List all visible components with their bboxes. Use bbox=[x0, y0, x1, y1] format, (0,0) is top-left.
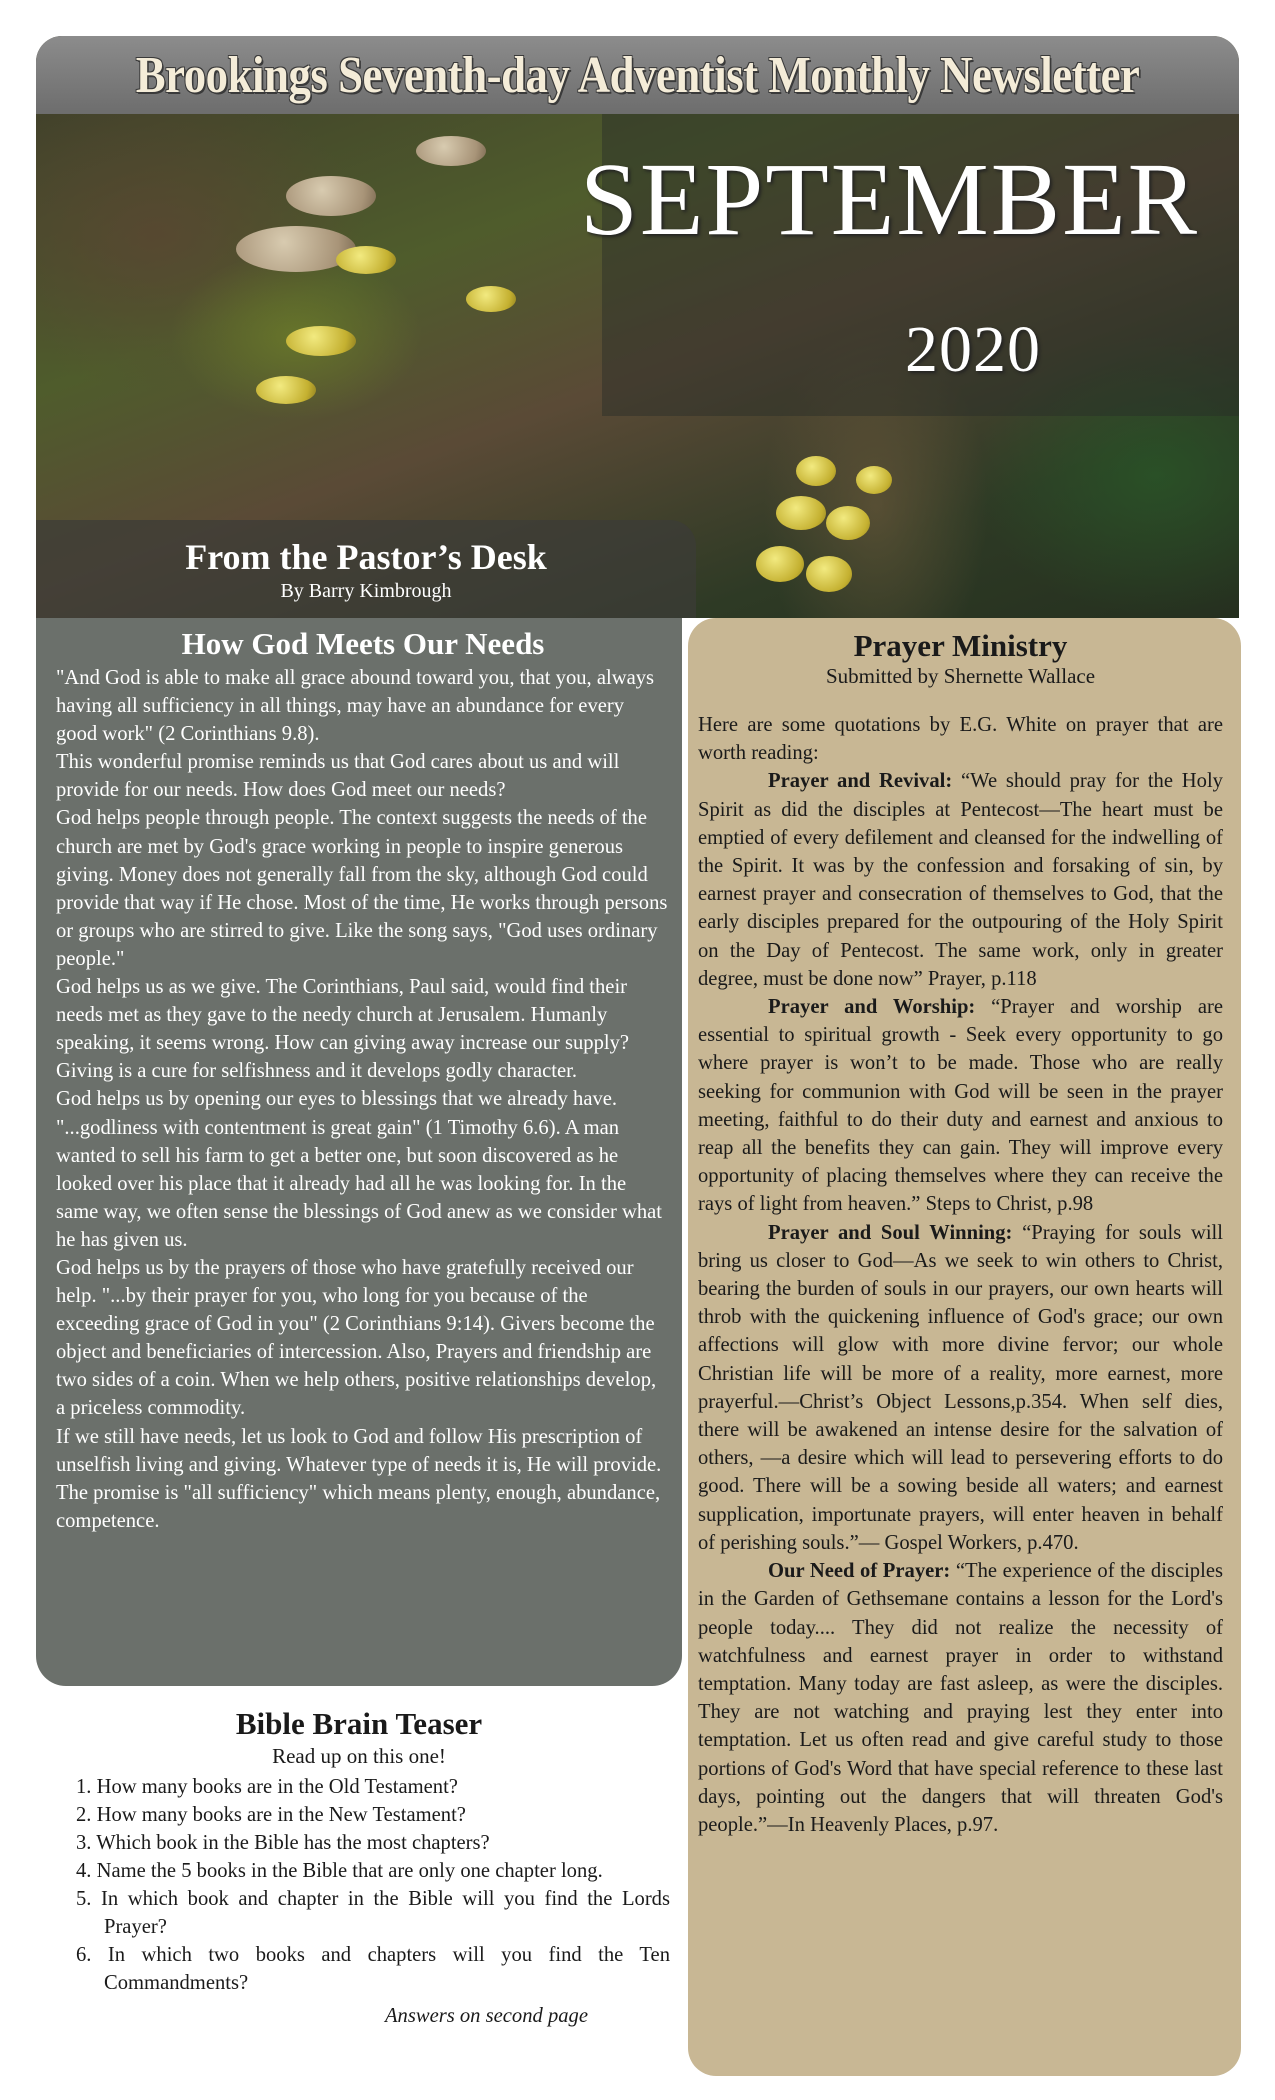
mushroom-decoration bbox=[756, 546, 804, 582]
mushroom-decoration bbox=[336, 246, 396, 274]
prayer-quote-text: “Prayer and worship are essential to spiritual growth - Seek every opportunity to go where prayer is won’t to be made. Those who are really seeking for communion with God will be seen in the prayer meeting, faithful to do their duty and earnest and anxious to reap all the benefits they can gain. They will improve every opportunity of placing themselves where they can receive the rays of light from heaven.” Steps to Christ, p.98 bbox=[698, 996, 1223, 1216]
mushroom-decoration bbox=[806, 556, 852, 592]
article-title: How God Meets Our Needs bbox=[181, 626, 545, 661]
teaser-question: 1. How many books are in the Old Testament? bbox=[76, 1776, 458, 1798]
article-paragraph: God helps us by opening our eyes to blessings that we already have. "...godliness with contentment is great gain" (1 Timothy 6.6). A man wanted to sell his farm to get a better one, but soon discovered as he looked over his place that it already had all he was looking for. In the same way, we often sense the blessings of God anew as we consider what he has given us. bbox=[56, 1088, 663, 1251]
masthead-banner bbox=[36, 36, 1239, 618]
mushroom-decoration bbox=[776, 496, 826, 530]
teaser-question: 5. In which book and chapter in the Bible will you find the Lords Prayer? bbox=[76, 1888, 670, 1938]
article-paragraph: If we still have needs, let us look to God and follow His prescription of unselfish living and giving. Whatever type of needs it is, He will provide. The promise is "all sufficiency" which means plenty, enough, abundance, competence. bbox=[56, 1425, 662, 1532]
prayer-quote-text: “We should pray for the Holy Spirit as did the disciples at Pentecost—The heart must be emptied of every defilement and cleansed for the indwelling of the Spirit. It was by the confession and forsaking of sin, by earnest prayer and consecration of themselves to God, that the early disciples prepared for the outpouring of the Holy Spirit on the Day of Pentecost. The same work, only in greater degree, must be done now” Prayer, p.118 bbox=[698, 770, 1223, 990]
article-paragraph: "And God is able to make all grace abound toward you, that you, always having all sufficiency in all things, may have an abundance for every good work" (2 Corinthians 9.8). bbox=[56, 667, 655, 746]
mushroom-decoration bbox=[796, 456, 836, 486]
prayer-ministry-title: Prayer Ministry bbox=[853, 628, 1068, 663]
article-paragraph: God helps us as we give. The Corinthians, Paul said, would find their needs met as they gave to the needy church at Jerusalem. Humanly speaking, it seems wrong. How can giving away increase our supply? Giving is a cure for selfishness and it develops godly character. bbox=[56, 976, 630, 1083]
prayer-quote-text: “The experience of the disciples in the Garden of Gethsemane contains a lesson for the Lord's people today.... They did not realize the necessity of watchfulness and earnest prayer in order to withstand temptation. Many today are fast asleep, as were the disciples. They are not watching and praying lest they enter into temptation. Let us often read and give careful study to those portions of God's Word that have special reference to these last days, pointing out the dangers that will threaten God's people.”—In Heavenly Places, p.97. bbox=[698, 1560, 1223, 1836]
teaser-question: 4. Name the 5 books in the Bible that are only one chapter long. bbox=[76, 1860, 603, 1882]
article-paragraph: This wonderful promise reminds us that God cares about us and will provide for our needs. How does God meet our needs? bbox=[56, 751, 620, 802]
pastor-desk-header bbox=[36, 520, 696, 618]
prayer-quote bbox=[698, 1557, 1223, 1839]
prayer-submitted-by: Submitted by Shernette Wallace bbox=[825, 664, 1096, 688]
pastor-article bbox=[36, 618, 682, 1686]
mushroom-decoration bbox=[826, 506, 870, 540]
prayer-intro: Here are some quotations by E.G. White on prayer that are worth reading: bbox=[698, 714, 1223, 765]
teaser-question-list bbox=[36, 1773, 682, 1997]
mushroom-decoration bbox=[286, 326, 356, 356]
pastor-desk-title: From the Pastor’s Desk bbox=[185, 537, 547, 577]
pastor-byline: By Barry Kimbrough bbox=[280, 580, 452, 602]
article-paragraph: God helps us by the prayers of those who have gratefully received our help. "...by their prayer for you, who long for you because of the exceeding grace of God in you" (2 Corinthians 9:14). Givers become the object and beneficiaries of intercession. Also, Prayers and friendship are two sides of a coin. When we help others, positive relationships develop, a priceless commodity. bbox=[56, 1256, 657, 1420]
answers-note: Answers on second page bbox=[384, 2005, 588, 2027]
prayer-ministry-column bbox=[688, 618, 1241, 2076]
teaser-question: 6. In which two books and chapters will you find the Ten Commandments? bbox=[76, 1944, 670, 1994]
mushroom-decoration bbox=[286, 176, 376, 216]
prayer-quote bbox=[698, 993, 1223, 1219]
bible-brain-teaser bbox=[36, 1706, 682, 2028]
teaser-subtitle: Read up on this one! bbox=[272, 1744, 446, 1768]
teaser-question: 2. How many books are in the New Testament? bbox=[76, 1804, 466, 1826]
prayer-quote-label: Our Need of Prayer: bbox=[768, 1560, 951, 1583]
teaser-question: 3. Which book in the Bible has the most chapters? bbox=[76, 1832, 490, 1854]
mushroom-decoration bbox=[856, 466, 892, 494]
prayer-quote bbox=[698, 767, 1223, 993]
prayer-quote-label: Prayer and Soul Winning: bbox=[768, 1221, 1013, 1244]
prayer-quote-text: “Praying for souls will bring us closer to God—As we seek to win others to Christ, bearing the burden of souls in our prayers, our own hearts will throb with the quickening influence of God's grace; our own affections will glow with more divine fervor; our whole Christian life will be more of a reality, more earnest, more prayerful.—Christ’s Object Lessons,p.354. When self dies, there will be awakened an intense desire for the salvation of others, —a desire which will lead to persevering efforts to do good. There will be a sowing beside all waters; and earnest supplication, importunate prayers, will enter heaven in behalf of perishing souls.”— Gospel Workers, p.470. bbox=[698, 1221, 1223, 1554]
teaser-title: Bible Brain Teaser bbox=[235, 1706, 483, 1741]
prayer-quote-label: Prayer and Revival: bbox=[768, 770, 953, 793]
mushroom-decoration bbox=[256, 376, 316, 404]
article-paragraph: God helps people through people. The context suggests the needs of the church are met by God's grace working in people to inspire generous giving. Money does not generally fall from the sky, although God could provide that way if He chose. Most of the time, He works through persons or groups who are stirred to give. Like the song says, "God uses ordinary people." bbox=[56, 807, 668, 970]
issue-month: SEPTEMBER bbox=[580, 142, 1199, 257]
mushroom-decoration bbox=[466, 286, 516, 312]
newsletter-title-bar bbox=[36, 36, 1239, 114]
prayer-quote bbox=[698, 1219, 1223, 1557]
mushroom-decoration bbox=[416, 136, 486, 166]
issue-year: 2020 bbox=[905, 313, 1041, 386]
newsletter-title: Brookings Seventh-day Adventist Monthly Newsletter bbox=[135, 46, 1140, 104]
prayer-quote-label: Prayer and Worship: bbox=[768, 996, 976, 1019]
